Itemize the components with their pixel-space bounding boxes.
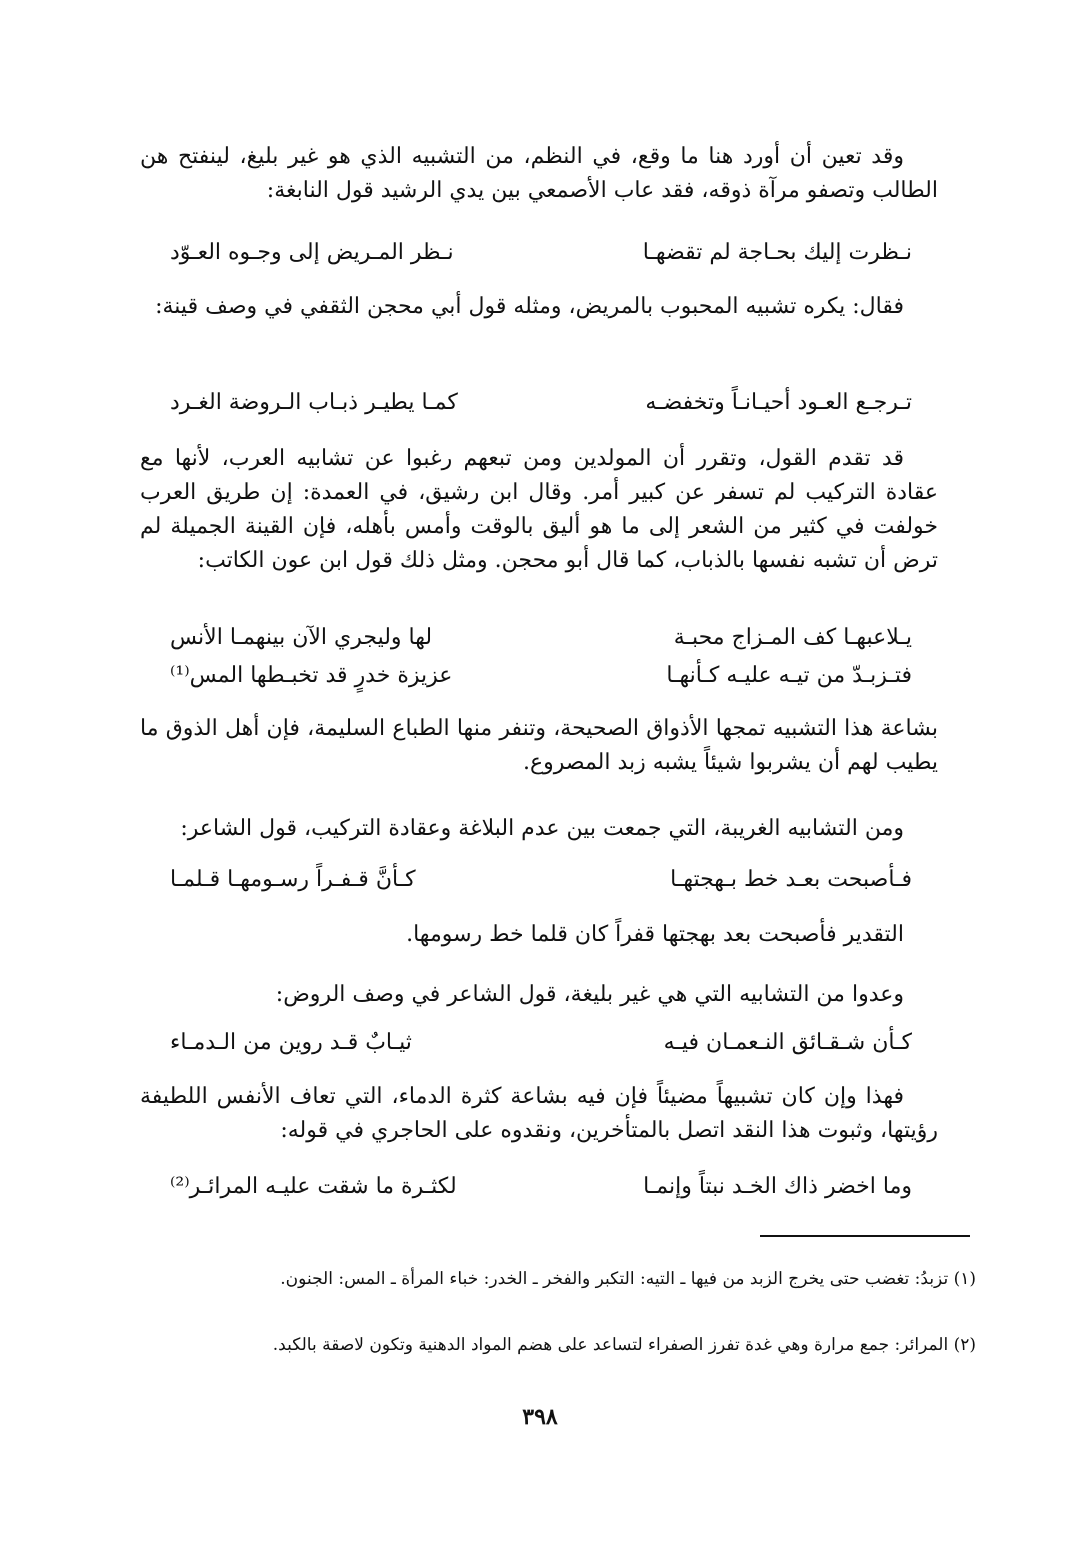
verse-second-hemistich: لكثـرة ما شقت عليـه المرائـر⁽²⁾ — [170, 1174, 457, 1199]
verse-line-shaqaiq — [170, 1026, 912, 1060]
verse-second-hemistich: نـظر المـريض إلى وجـوه العـوّد — [170, 240, 454, 265]
verse-line-ibn-awn-2 — [170, 659, 912, 693]
verse-line-hajiri — [170, 1170, 912, 1204]
verse-first-hemistich: كـأن شـقـائق النـعمـان فيـه — [663, 1030, 912, 1055]
footnote-2: (٢) المرائر: جمع مرارة وهي غدة تفرز الصفراء لتساعد على هضم المواد الدهنية وتكون لاصقة بالكبد. — [272, 1335, 976, 1355]
verse-first-hemistich: تـرجـع العـود أحيـانـاً وتخفضـه — [645, 390, 912, 415]
verse-line-nabigha — [170, 236, 912, 270]
verse-second-hemistich: كـأنَّ قـفـراً رسـومهـا قـلمـا — [170, 867, 416, 892]
verse-line-ibn-awn-1 — [170, 621, 912, 655]
paragraph-taqdir: التقدير فأصبحت بعد بهجتها قفراً كان قلما خط رسومها. — [406, 922, 904, 947]
paragraph-asmai-comment: فقال: يكره تشبيه المحبوب بالمريض، ومثله قول أبي محجن الثقفي في وصف قينة: — [155, 294, 904, 319]
verse-line-strange — [170, 863, 912, 897]
paragraph-hajiri: فهذا وإن كان تشبيهاً مضيئاً فإن فيه بشاعة كثرة الدماء، التي تعاف الأنفس اللطيفة رؤيتها، وثبوت هذا النقد اتصل بالمتأخرين، ونقدوه على الحاجري في قوله: — [140, 1084, 938, 1143]
paragraph-criticism: بشاعة هذا التشبيه تمجها الأذواق الصحيحة، وتنفر منها الطباع السليمة، فإن أهل الذوق ما يطيب لهم أن يشربوا شيئاً يشبه زبد المصروع. — [140, 716, 938, 775]
verse-line-abu-mihjan — [170, 386, 912, 420]
paragraph-rawd: وعدوا من التشابيه التي هي غير بليغة، قول الشاعر في وصف الروض: — [275, 982, 904, 1007]
paragraph-strange-similes: ومن التشابيه الغريبة، التي جمعت بين عدم البلاغة وعقادة التركيب، قول الشاعر: — [180, 816, 904, 841]
footnote-divider — [760, 1235, 970, 1237]
verse-first-hemistich: فتـزبـدّ من تيـه عليـه كـأنهـا — [666, 663, 912, 688]
paragraph-intro: وقد تعين أن أورد هنا ما وقع، في النظم، من التشبيه الذي هو غير بليغ، لينفتح هن الطالب وتصفو مرآة ذوقه، فقد عاب الأصمعي بين يدي الرشيد قول النابغة: — [140, 144, 938, 203]
paragraph-ibn-rashiq: قد تقدم القول، وتقرر أن المولدين ومن تبعهم رغبوا عن تشابيه العرب، لأنها مع عقادة التركيب لم تسفر عن كبير أمر. وقال ابن رشيق، في العمدة: إن طريق العرب خولفت في كثير من الشعر إلى ما هو أليق بالوقت وأمس بأهله، فإن القينة الجميلة لم ترض أن تشبه نفسها بالذباب، كما قال أبو محجن. ومثل ذلك قول ابن عون الكاتب: — [140, 446, 938, 573]
footnote-1: (١) تزبدُ: تغضب حتى يخرج الزبد من فيها ـ التيه: التكبر والفخر ـ الخدر: خباء المرأة ـ المس: الجنون. — [280, 1269, 976, 1289]
verse-second-hemistich: عزيزة خدرٍ قد تخبـطها المس⁽¹⁾ — [170, 663, 453, 688]
verse-second-hemistich: لها وليجري الآن بينهمـا الأنس — [170, 625, 433, 650]
verse-first-hemistich: وما اخضر ذاك الخـد نبتاً وإنمـا — [643, 1174, 912, 1199]
verse-second-hemistich: ثيـابٌ قـد روين من الـدمـاء — [170, 1030, 412, 1055]
verse-second-hemistich: كمـا يطيـر ذبـاب الـروضة الغـرد — [170, 390, 458, 415]
verse-first-hemistich: يـلاعبهـا كف المـزاج محبـة — [673, 625, 912, 650]
page-number: ٣٩٨ — [522, 1404, 558, 1430]
verse-first-hemistich: نـظرت إليك بحـاجة لم تقضهـا — [642, 240, 912, 265]
verse-first-hemistich: فـأصبحت بعـد خط بـهجتهـا — [670, 867, 912, 892]
